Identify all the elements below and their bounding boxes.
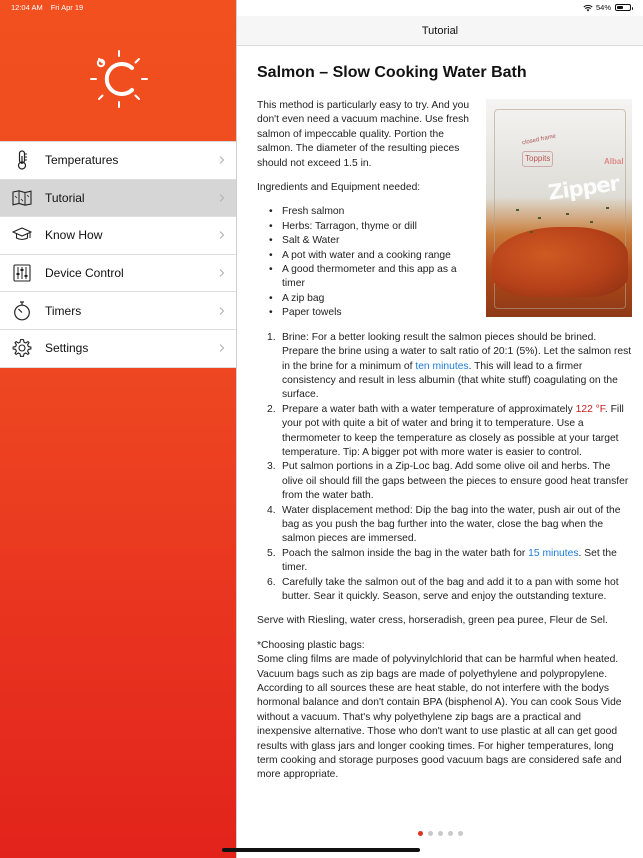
- photo-zipper-brand: Zipper: [546, 171, 621, 205]
- timer-link[interactable]: 15 minutes: [528, 547, 579, 559]
- sidebar-item-device-control[interactable]: [0, 255, 236, 293]
- sidebar-item-label: Timers: [45, 303, 82, 318]
- split-divider: [236, 0, 237, 858]
- gear-icon: [11, 337, 33, 359]
- home-indicator: [222, 848, 420, 852]
- page-dot[interactable]: [458, 831, 463, 836]
- sidebar-item-label: Temperatures: [45, 153, 119, 168]
- battery-percent: 54%: [595, 3, 611, 12]
- list-item: • A pot with water and a cooking range: [269, 249, 632, 263]
- step-item: [267, 460, 632, 503]
- sidebar-item-label: Know How: [45, 228, 103, 243]
- page-dot[interactable]: [428, 831, 433, 836]
- step-number: 4.: [267, 504, 276, 516]
- list-item: • Herbs: Tarragon, thyme or dill: [269, 220, 632, 234]
- temperature-link[interactable]: 122 °F: [575, 403, 605, 415]
- sidebar-item-temperatures[interactable]: [0, 142, 236, 180]
- chevron-right-icon: [219, 269, 225, 277]
- chevron-right-icon: [219, 156, 225, 164]
- sliders-icon: [11, 262, 33, 284]
- list-item: • A good thermometer and this app as a timer: [269, 263, 632, 292]
- nav-bar: [237, 16, 643, 46]
- step-text: Poach the salmon inside the bag in the water bath for: [282, 547, 529, 559]
- chevron-right-icon: [219, 307, 225, 315]
- ingredients-list: [269, 205, 632, 320]
- sidebar-item-settings[interactable]: [0, 330, 236, 368]
- sidebar-item-tutorial[interactable]: [0, 180, 236, 218]
- sidebar-item-label: Device Control: [45, 266, 124, 281]
- thermometer-icon: [11, 149, 33, 171]
- note-heading: *Choosing plastic bags:: [257, 639, 365, 651]
- note-paragraph: Some cling films are made of polyvinylchlorid that can be harmful when heated. Vacuum bags such as zip bags are made of polyethylene and polypropylene. According to all sources these are heat stable, do not interfere with the bodys hormonal balance and don't contain BPA (bisphenol A). You can cook Sous Vide without a vacuum. That's why polyethylene zip bags are a practical and inexpensive alternative. Those who don't want to use plastic at all can get good results with glass jars and longer cooking times. For higher temperatures, long term cooking and storage purposes good vacuum bags are considered safe and more appropriate.: [257, 654, 622, 781]
- steps-list: [267, 331, 632, 605]
- page-control[interactable]: [237, 826, 643, 840]
- battery-fill: [617, 6, 623, 9]
- status-date: Fri Apr 19: [50, 3, 84, 12]
- status-left: [11, 3, 83, 12]
- stopwatch-icon: [11, 300, 33, 322]
- intro-paragraph: This method is particularly easy to try. And you don't even need a vacuum machine. Use fresh salmon of impeccable quality. Portion the salmon. The diameter of the resulting pieces should not exceed 1.5 in.: [257, 100, 470, 169]
- status-bar: [0, 0, 643, 16]
- step-text: . Set the timer.: [282, 547, 617, 574]
- battery-icon: [615, 4, 631, 11]
- status-right: [583, 3, 631, 12]
- chevron-right-icon: [219, 231, 225, 239]
- step-item: [267, 331, 632, 403]
- step-number: 1.: [267, 331, 276, 343]
- step-text: . Fill your pot with quite a bit of water and bring it to temperature. Use a thermometer to keep the temperature as closely as possible at your target temperature. Tip: A bigger pot with more water is easier to control.: [282, 403, 624, 458]
- chevron-right-icon: [219, 344, 225, 352]
- sidebar-item-label: Tutorial: [45, 190, 85, 205]
- sidebar-menu: [0, 141, 236, 368]
- step-text: Brine: For a better looking result the salmon pieces should be brined. Prepare the brine using a water to salt ratio of 20:1 (5%). Let the salmon rest in the brine for a minimum of: [282, 331, 632, 372]
- wifi-icon: [583, 4, 592, 11]
- step-item: [267, 403, 632, 461]
- step-text: Put salmon portions in a Zip-Loc bag. Add some olive oil and herbs. The olive oil should fill the gaps between the pieces to ensure good heat transfer from the water bath.: [282, 461, 629, 502]
- map-icon: [11, 187, 33, 209]
- timer-link[interactable]: ten minutes: [415, 360, 469, 372]
- page-dot[interactable]: [418, 831, 423, 836]
- page-dot[interactable]: [448, 831, 453, 836]
- step-item: [267, 576, 632, 605]
- step-number: 2.: [267, 403, 276, 415]
- sidebar-item-know-how[interactable]: [0, 217, 236, 255]
- page-dot[interactable]: [438, 831, 443, 836]
- list-item: • Fresh salmon: [269, 205, 632, 219]
- graduation-cap-icon: [11, 224, 33, 246]
- list-item: • Salt & Water: [269, 234, 632, 248]
- step-text: Carefully take the salmon out of the bag and add it to a pan with some hot butter. Sear it quickly. Season, serve and enjoy the outstanding texture.: [282, 576, 619, 602]
- celsius-sun-icon: [88, 48, 150, 110]
- sidebar-item-label: Settings: [45, 341, 89, 356]
- article-title: Salmon – Slow Cooking Water Bath: [257, 64, 527, 81]
- ingredients-heading: Ingredients and Equipment needed:: [257, 182, 421, 194]
- sidebar-item-timers[interactable]: [0, 292, 236, 330]
- step-item: [267, 547, 632, 576]
- photo-tag-toppits: Toppits: [522, 151, 553, 167]
- step-text: Water displacement method: Dip the bag into the water, push air out of the bag as you push the bag further into the water, close the bag when the salmon pieces are immersed.: [282, 504, 621, 545]
- serve-paragraph: Serve with Riesling, water cress, horseradish, green pea puree, Fleur de Sel.: [257, 615, 608, 627]
- step-text: . This will lead to a firmer consistency and result in less albumin (that white stuff) coagulating on the surface.: [282, 360, 618, 401]
- photo-tag-closed-frame: closed frame: [521, 133, 557, 147]
- sidebar: [0, 0, 236, 858]
- step-text: Prepare a water bath with a water temperature of approximately: [282, 403, 576, 415]
- step-number: 6.: [267, 576, 276, 588]
- step-number: 5.: [267, 547, 276, 559]
- chevron-right-icon: [219, 194, 225, 202]
- photo-tag-albal: Albal: [604, 157, 624, 166]
- step-number: 3.: [267, 461, 276, 473]
- article-content[interactable]: [257, 58, 632, 818]
- step-item: [267, 504, 632, 547]
- list-item: • A zip bag: [269, 292, 632, 306]
- status-time: 12:04 AM: [11, 3, 43, 12]
- nav-title: Tutorial: [421, 24, 459, 37]
- list-item: • Paper towels: [269, 306, 632, 320]
